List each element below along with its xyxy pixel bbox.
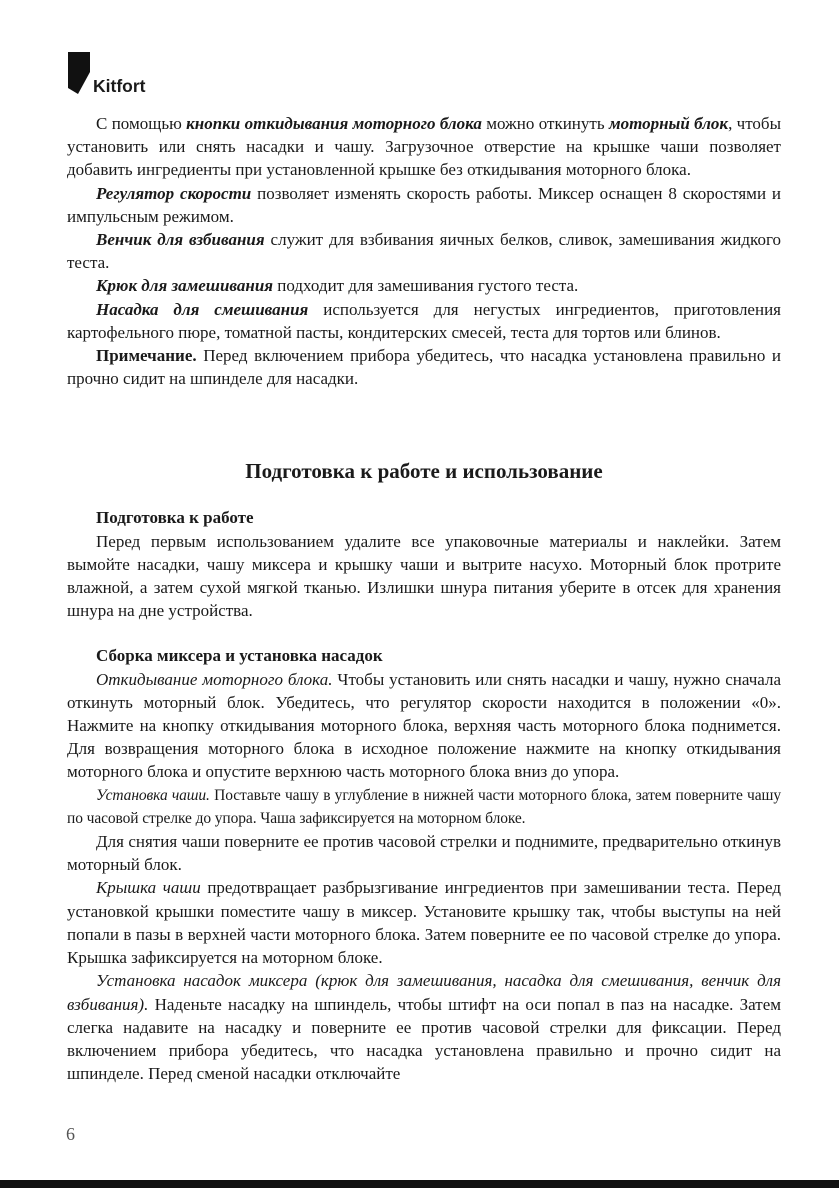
section-title: Подготовка к работе и использование (245, 459, 603, 484)
paragraph-bowl-lid: Крышка чаши предотвращает разбрызгивание ингредиентов при замешивании теста. Перед установкой крышки поместите чашу в миксер. Установите крышку так, чтобы выступы на ней попали в пазы в верхней части моторного блока. Затем поверните ее по часовой стрелке до упора. Крышка зафиксируется на моторном блоке. (67, 878, 782, 968)
page-content (67, 112, 781, 1085)
subheading-assembly: Сборка миксера и установка насадок (96, 646, 383, 666)
subheading-preparation: Подготовка к работе (96, 508, 254, 528)
bottom-border (0, 1180, 839, 1188)
paragraph-bowl-installation: Установка чаши. Поставьте чашу в углубление в нижней части моторного блока, затем поверните чашу по часовой стрелке до упора. Чаша зафиксируется на моторном блоке. (67, 786, 782, 827)
paragraph-preparation: Перед первым использованием удалите все упаковочные материалы и наклейки. Затем вымойте насадки, чашу миксера и крышку чаши и вытрите насухо. Моторный блок протрите влажной, а затем сухой мягкой тканью. Излишки шнура питания уберите в отсек для хранения шнура на дне устройства. (67, 531, 781, 621)
paragraph-speed-regulator: Регулятор скорости позволяет изменять скорость работы. Миксер оснащен 8 скоростями и импульсным режимом. (67, 183, 781, 226)
paragraph-mixing-attachment: Насадка для смешивания используется для негустых ингредиентов, приготовления картофельного пюре, томатной пасты, кондитерских смесей, теста для тортов или блинов. (67, 299, 781, 342)
paragraph-dough-hook: Крюк для замешивания подходит для замешивания густого теста. (96, 276, 579, 296)
paragraph-bowl-removal: Для снятия чаши поверните ее против часовой стрелки и поднимите, предварительно откинув моторный блок. (67, 832, 781, 875)
page-number: 6 (66, 1124, 75, 1144)
paragraph-note: Примечание. Перед включением прибора убедитесь, что насадка установлена правильно и прочно сидит на шпинделе для насадки. (67, 346, 781, 389)
paragraph-tilting-motor-block: Откидывание моторного блока. Чтобы установить или снять насадки и чашу, нужно сначала откинуть моторный блок. Убедитесь, что регулятор скорости находится в положении «0». Нажмите на кнопку откидывания моторного блока, верхняя часть моторного блока поднимется. Для возвращения моторного блока в исходное положение нажмите на кнопку откидывания моторного блока и опустите верхнюю часть моторного блока вниз до упора. (67, 669, 782, 782)
brand-name: Kitfort (93, 76, 146, 96)
paragraph-whisk: Венчик для взбивания служит для взбивания яичных белков, сливок, замешивания жидкого теста. (67, 230, 781, 273)
paragraph-attachments-installation: Установка насадок миксера (крюк для замешивания, насадка для смешивания, венчик для взбивания). Наденьте насадку на шпиндель, чтобы штифт на оси попал в паз на насадке. Затем слегка надавите на насадку и поверните ее против часовой стрелки для фиксации. Перед включением прибора убедитесь, что насадка установлена правильно и прочно сидит на шпинделе. Перед сменой насадки отключайте (67, 971, 781, 1084)
paragraph-motor-block-button: С помощью кнопки откидывания моторного блока можно откинуть моторный блок, чтобы установить или снять насадки и чашу. Загрузочное отверстие на крышке чаши позволяет добавить ингредиенты при установленной крышке без откидывания моторного блока. (67, 114, 782, 180)
kitfort-logo-icon (66, 48, 92, 96)
